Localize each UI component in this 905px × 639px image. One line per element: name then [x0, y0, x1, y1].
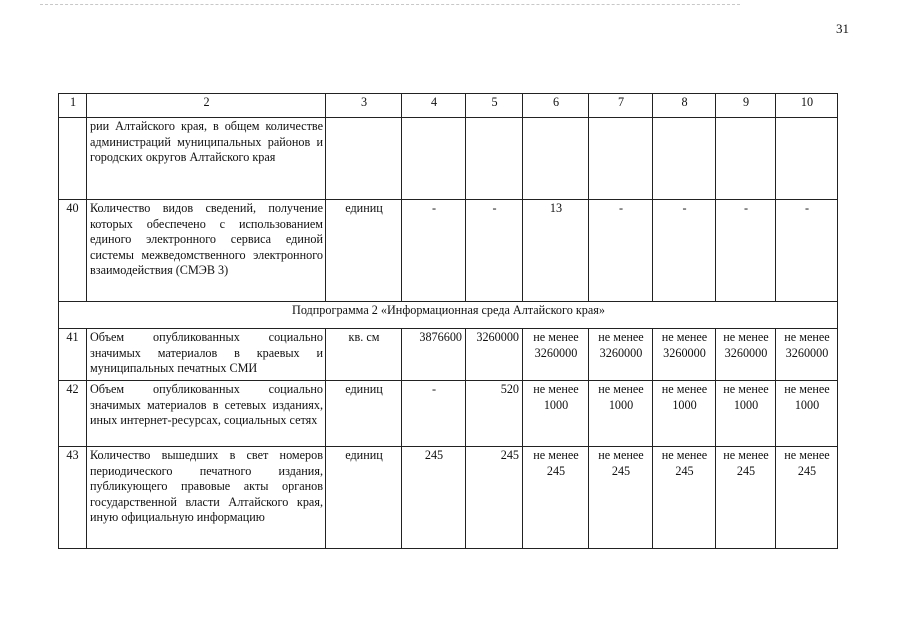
value-cell: -	[589, 200, 653, 302]
table-row	[59, 447, 838, 549]
row-number-cell: 40	[59, 200, 87, 302]
table-row	[59, 200, 838, 302]
value-cell: не менее 3260000	[589, 329, 653, 381]
header-cell: 9	[716, 94, 776, 118]
indicator-description: рии Алтайского края, в общем количестве администраций муниципальных районов и городских округов Алтайского края	[87, 118, 326, 200]
header-cell: 3	[326, 94, 402, 118]
table-header-row	[59, 94, 838, 118]
value-cell	[523, 118, 589, 200]
value-cell: -	[776, 200, 838, 302]
header-cell: 6	[523, 94, 589, 118]
value-cell: не менее 245	[589, 447, 653, 549]
value-cell: не менее 1000	[776, 381, 838, 447]
value-cell: -	[716, 200, 776, 302]
value-cell: не менее 3260000	[523, 329, 589, 381]
indicator-description: Количество видов сведений, получение которых обеспечено с использованием единого электронного сервиса единой системы межведомственного электронного взаимодействия (СМЭВ 3)	[87, 200, 326, 302]
table-row	[59, 329, 838, 381]
value-cell	[653, 118, 716, 200]
value-cell: не менее 3260000	[716, 329, 776, 381]
value-cell	[716, 118, 776, 200]
header-cell: 5	[466, 94, 523, 118]
indicators-table	[58, 93, 838, 549]
subprogram-row	[59, 302, 838, 329]
value-cell: -	[653, 200, 716, 302]
unit-cell	[326, 118, 402, 200]
value-cell: 520	[466, 381, 523, 447]
indicator-description: Объем опубликованных социально значимых материалов в сетевых изданиях, иных интернет-ресурсах, социальных сетях	[87, 381, 326, 447]
value-cell: не менее 245	[523, 447, 589, 549]
value-cell: не менее 1000	[589, 381, 653, 447]
header-cell: 8	[653, 94, 716, 118]
row-number-cell: 42	[59, 381, 87, 447]
row-number-cell: 43	[59, 447, 87, 549]
row-number-cell: 41	[59, 329, 87, 381]
value-cell	[589, 118, 653, 200]
table-row	[59, 381, 838, 447]
header-cell: 7	[589, 94, 653, 118]
value-cell: не менее 3260000	[653, 329, 716, 381]
value-cell: не менее 3260000	[776, 329, 838, 381]
value-cell: 3260000	[466, 329, 523, 381]
value-cell: не менее 245	[776, 447, 838, 549]
value-cell: не менее 245	[653, 447, 716, 549]
value-cell: не менее 1000	[716, 381, 776, 447]
header-cell: 4	[402, 94, 466, 118]
row-number-cell	[59, 118, 87, 200]
indicator-description: Количество вышедших в свет номеров периодического печатного издания, публикующего правовые акты органов государственной власти Алтайского края, иную официальную информацию	[87, 447, 326, 549]
value-cell: не менее 1000	[653, 381, 716, 447]
unit-cell: кв. см	[326, 329, 402, 381]
indicator-description: Объем опубликованных социально значимых материалов в краевых и муниципальных печатных СМИ	[87, 329, 326, 381]
table-row-continuation	[59, 118, 838, 200]
page-number: 31	[836, 21, 849, 36]
unit-cell: единиц	[326, 381, 402, 447]
value-cell: не менее 1000	[523, 381, 589, 447]
value-cell: 3876600	[402, 329, 466, 381]
scan-edge-mark	[40, 4, 740, 6]
value-cell: не менее 245	[716, 447, 776, 549]
header-cell: 10	[776, 94, 838, 118]
header-cell: 2	[87, 94, 326, 118]
value-cell: -	[466, 200, 523, 302]
value-cell: 245	[402, 447, 466, 549]
unit-cell: единиц	[326, 200, 402, 302]
subprogram-title: Подпрограмма 2 «Информационная среда Алтайского края»	[59, 302, 838, 329]
value-cell: 13	[523, 200, 589, 302]
value-cell	[402, 118, 466, 200]
unit-cell: единиц	[326, 447, 402, 549]
value-cell: -	[402, 381, 466, 447]
value-cell: -	[402, 200, 466, 302]
value-cell: 245	[466, 447, 523, 549]
value-cell	[776, 118, 838, 200]
header-cell: 1	[59, 94, 87, 118]
value-cell	[466, 118, 523, 200]
